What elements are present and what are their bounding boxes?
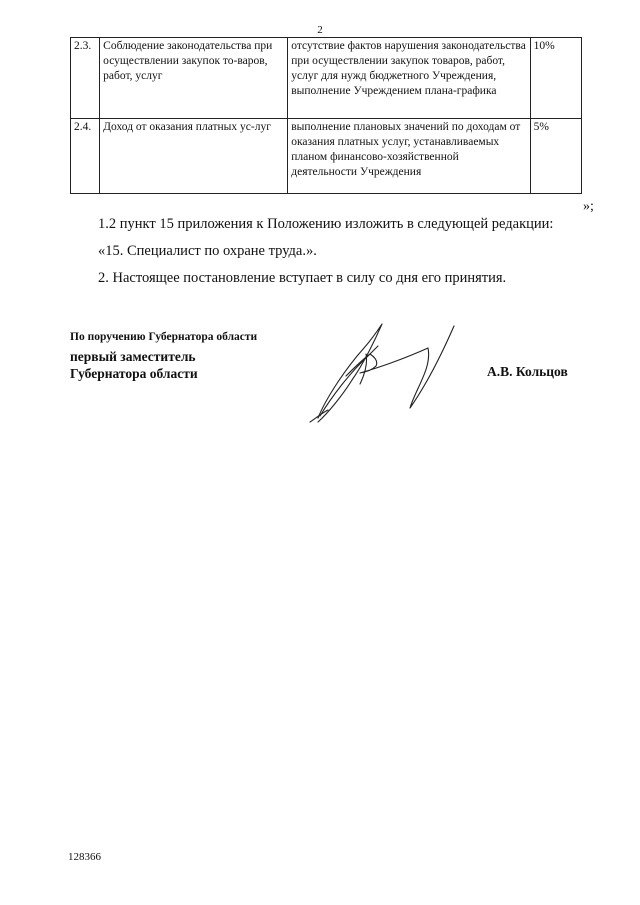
paragraph-effective: 2. Настоящее постановление вступает в силу со дня его принятия.: [98, 270, 507, 286]
signatory-title: [70, 331, 257, 382]
signer-name: А.В. Кольцов: [487, 364, 568, 379]
table-row: [71, 38, 582, 119]
criterion-percent: 10%: [530, 38, 581, 119]
row-number: 2.3.: [71, 38, 100, 119]
criterion-name: Соблюдение законодательства при осуществлении закупок то-варов, работ, услуг: [100, 38, 288, 119]
criterion-percent: 5%: [530, 119, 581, 194]
criterion-condition: отсутствие фактов нарушения законодательства при осуществлении закупок товаров, работ, услуг для нужд бюджетного Учреждения, выполнение Учреждением плана-графика: [288, 38, 530, 119]
signatory-line-2: первый заместитель: [70, 349, 196, 364]
page-number: 2: [317, 24, 323, 36]
paragraph-new-item: «15. Специалист по охране труда.».: [98, 243, 317, 259]
criteria-table: [70, 37, 582, 194]
closing-quote: »;: [583, 199, 594, 214]
paragraph-amendment: 1.2 пункт 15 приложения к Положению изложить в следующей редакции:: [98, 216, 554, 232]
document-code: 128366: [68, 851, 101, 863]
signatory-line-1: По поручению Губернатора области: [70, 331, 258, 343]
table-row: [71, 119, 582, 194]
criterion-name: Доход от оказания платных ус-луг: [100, 119, 288, 194]
row-number: 2.4.: [71, 119, 100, 194]
handwritten-signature: [306, 318, 466, 428]
signatory-line-3: Губернатора области: [70, 366, 198, 381]
criterion-condition: выполнение плановых значений по доходам от оказания платных услуг, устанавливаемых планом финансово-хозяйственной деятельности Учреждения: [288, 119, 530, 194]
